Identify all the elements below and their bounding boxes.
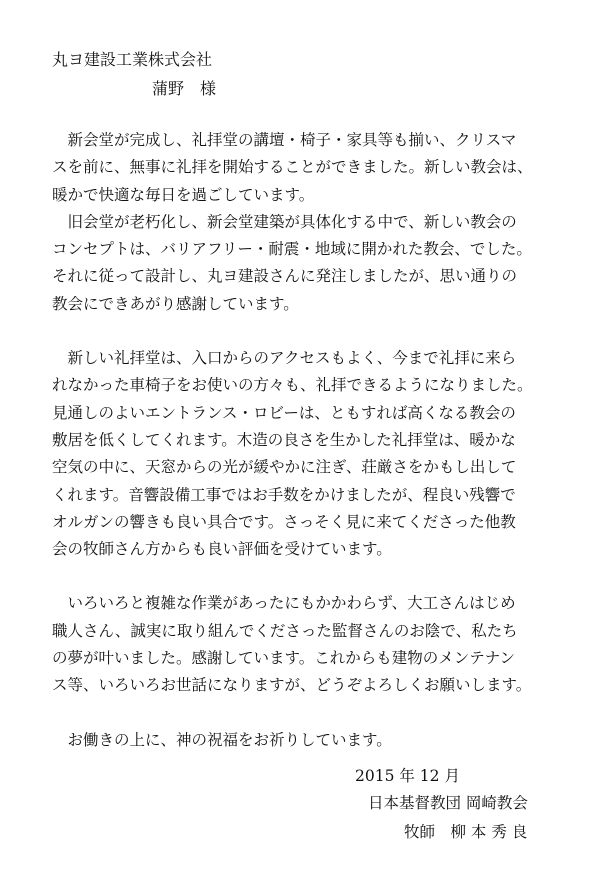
- sender-organization: 日本基督教団 岡崎教会: [368, 794, 528, 812]
- paragraph-line: いろいろと複雑な作業があったにもかかわらず、大工さんはじめ: [52, 594, 516, 613]
- paragraph-line: 新会堂が完成し、礼拝堂の講壇・椅子・家具等も揃い、クリスマ: [52, 131, 517, 149]
- paragraph-line: オルガンの響きも良い具合です。さっそく見に来てくださった他教: [52, 512, 516, 531]
- paragraph-spacer: [52, 563, 572, 590]
- sender-name: 牧師 柳 本 秀 良: [404, 823, 528, 841]
- recipient-company: 丸ヨ建設工業株式会社: [52, 50, 213, 69]
- paragraph-3: [52, 345, 572, 563]
- paragraph-line: それに従って設計し、丸ヨ建設さんに発注しましたが、思い通りの: [52, 267, 518, 286]
- paragraph-line: 暖かで快適な毎日を過ごしています。: [52, 185, 315, 204]
- letter-body: [52, 127, 572, 754]
- paragraph-line: 敷居を低くしてくれます。木造の良さを生かした礼拝堂は、暖かな: [52, 430, 516, 449]
- paragraph-line: 見通しのよいエントランス・ロビーは、ともすれば高くなる教会の: [52, 403, 516, 422]
- paragraph-line: くれます。音響設備工事ではお手数をかけましたが、程良い残響で: [52, 485, 516, 504]
- recipient-name: 蒲野 様: [152, 79, 217, 98]
- closing-paragraph: [52, 727, 572, 754]
- paragraph-line: れなかった車椅子をお使いの方々も、礼拝できるようになりました。: [52, 376, 533, 395]
- letter-date: 2015 年 12 月: [355, 767, 460, 785]
- paragraph-line: 会の牧師さん方からも良い評価を受けています。: [52, 540, 392, 559]
- paragraph-line: 新しい礼拝堂は、入口からのアクセスもよく、今まで礼拝に来ら: [52, 349, 517, 368]
- paragraph-line: ス等、いろいろお世話になりますが、どうぞよろしくお願いします。: [52, 676, 532, 695]
- paragraph-line: 旧会堂が老朽化し、新会堂建築が具体化する中で、新しい教会の: [52, 212, 517, 231]
- paragraph-line: 空気の中に、天窓からの光が緩やかに注ぎ、荘厳さをかもし出して: [52, 458, 517, 477]
- paragraph-1: [52, 127, 572, 209]
- paragraph-spacer: [52, 318, 572, 345]
- paragraph-2: [52, 209, 572, 318]
- paragraph-line: 教会にできあがり感謝しています。: [52, 294, 299, 313]
- paragraph-line: スを前に、無事に礼拝を開始することができました。新しい教会は、: [52, 158, 533, 177]
- paragraph-4: [52, 590, 572, 699]
- paragraph-line: 職人さん、誠実に取り組んでくださった監督さんのお陰で、私たち: [52, 621, 518, 640]
- paragraph-line: の夢が叶いました。感謝しています。これからも建物のメンテナン: [52, 649, 515, 668]
- closing-line: お働きの上に、神の祝福をお祈りしています。: [52, 730, 392, 749]
- paragraph-line: コンセプトは、バリアフリー・耐震・地域に開かれた教会、でした。: [52, 240, 532, 259]
